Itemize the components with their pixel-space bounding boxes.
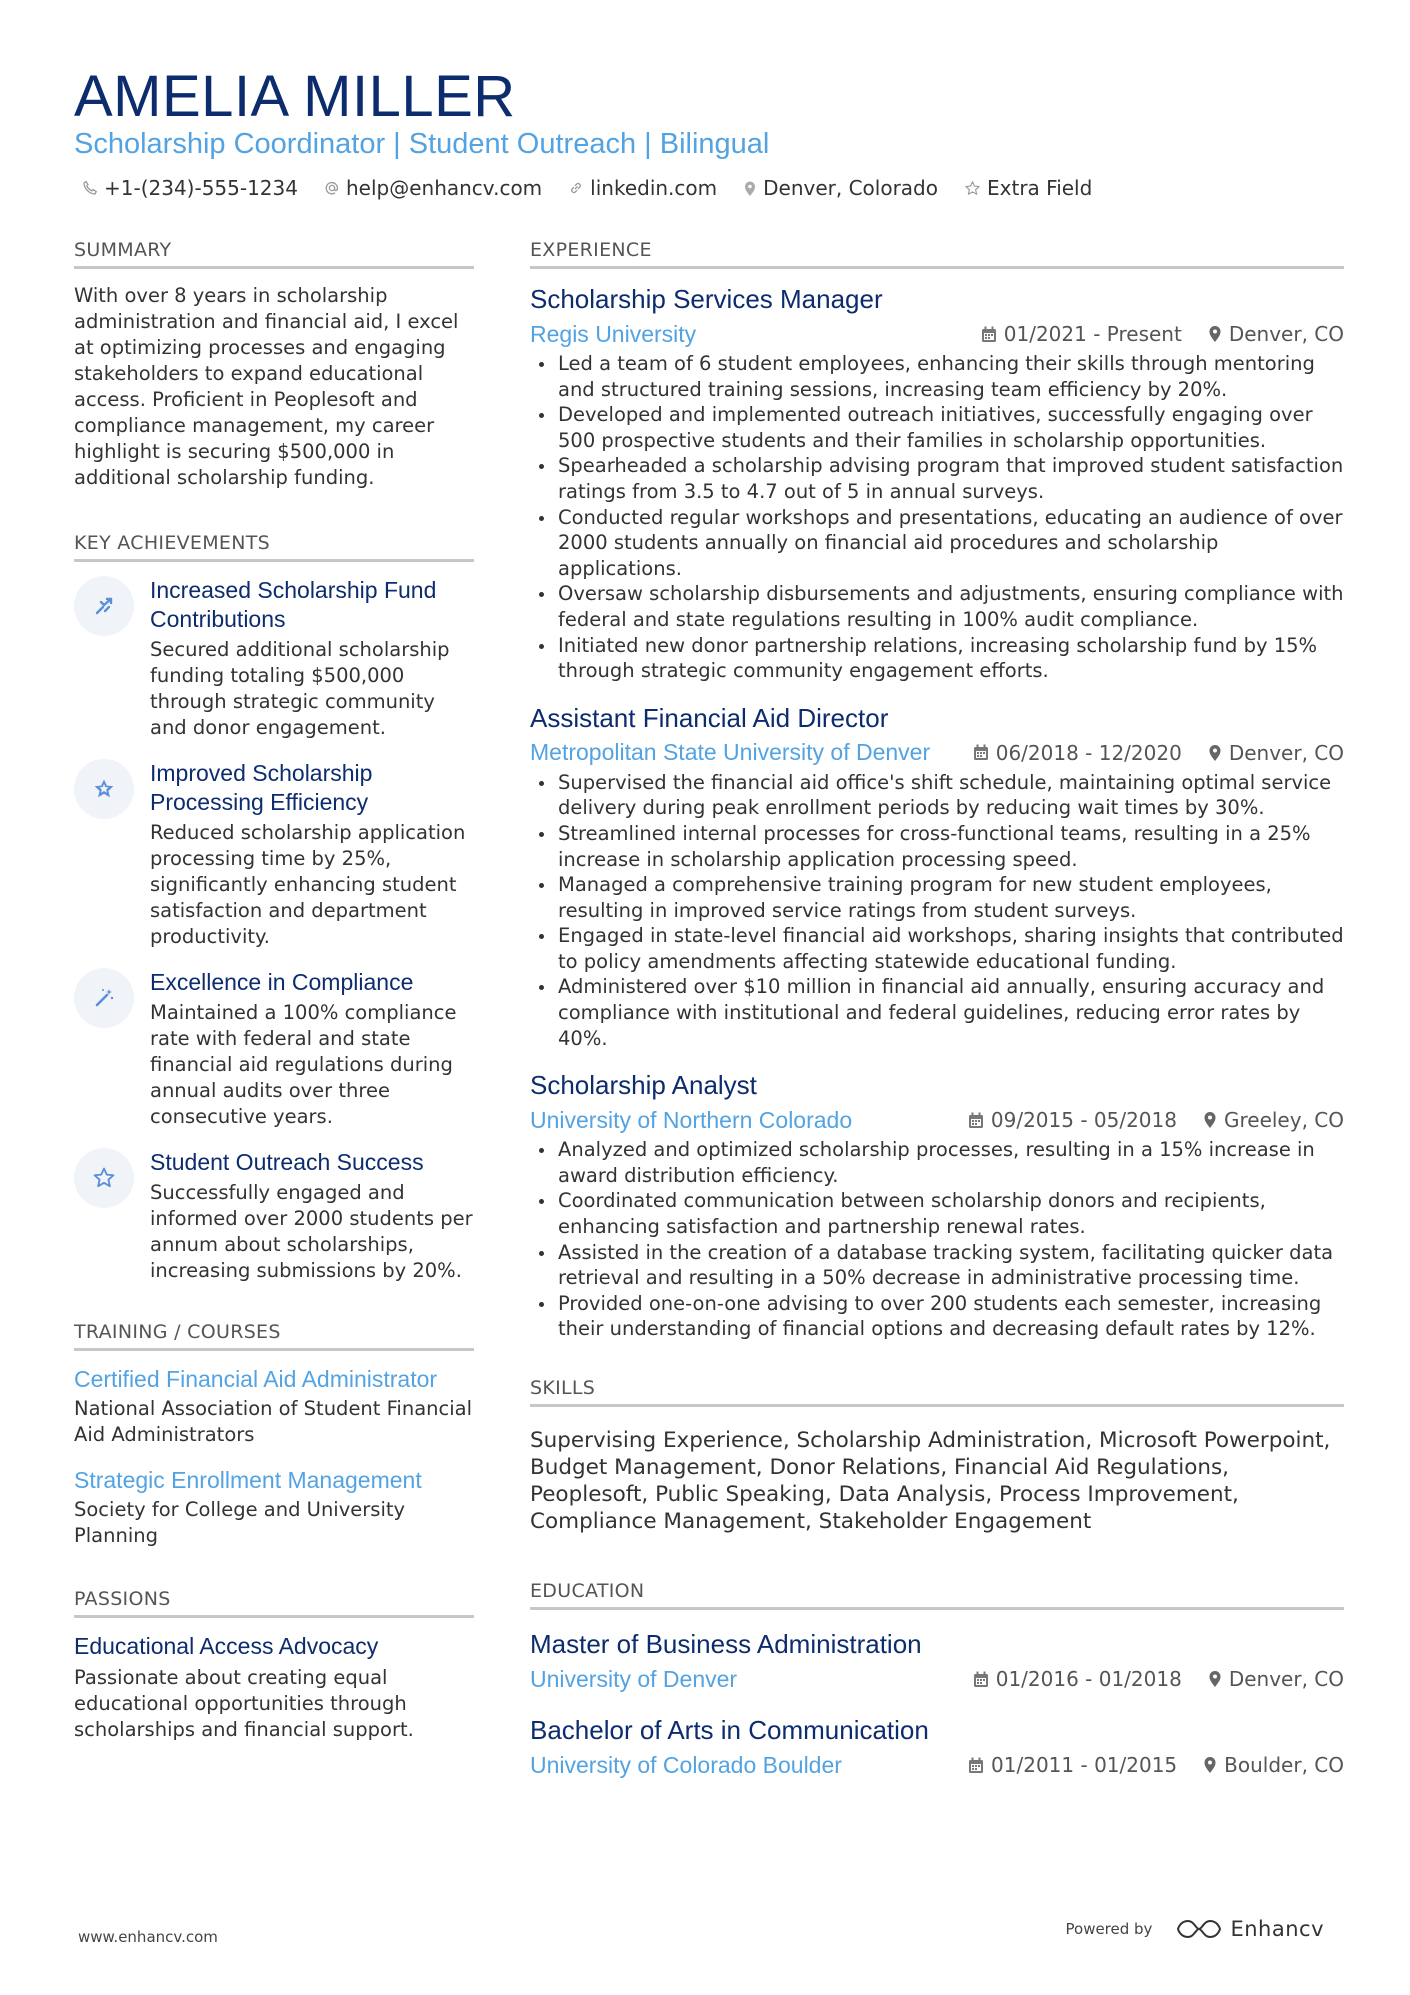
education-info <box>968 1753 1344 1777</box>
achievement-title: Excellence in Compliance <box>150 969 414 995</box>
job-bullet: Managed a comprehensive training program for new student employees, resulting in improved service ratings from student surveys. <box>530 872 1344 923</box>
contact-extra <box>964 176 1092 200</box>
job-bullet: Assisted in the creation of a database tracking system, facilitating quicker data retrieval and resulting in a 50% decrease in administrative processing time. <box>530 1240 1344 1291</box>
section-title-education: EDUCATION <box>530 1579 1344 1610</box>
job-dates: 01/2021 - Present <box>1003 322 1182 346</box>
location-icon <box>1208 325 1222 343</box>
section-title-training: TRAINING / COURSES <box>74 1320 474 1351</box>
course-item <box>74 1365 474 1448</box>
job-bullet: Streamlined internal processes for cross-functional teams, resulting in a 25% increase in scholarship application processing speed. <box>530 821 1344 872</box>
contact-linkedin[interactable] <box>568 176 717 200</box>
education-school: University of Denver <box>530 1665 738 1692</box>
job-entry <box>530 1069 1344 1342</box>
job-info <box>968 1108 1344 1132</box>
section-title-passions: PASSIONS <box>74 1587 474 1618</box>
job-meta <box>530 1105 1344 1135</box>
passion-title: Educational Access Advocacy <box>74 1633 379 1659</box>
job-company: University of Northern Colorado <box>530 1106 853 1133</box>
summary-section <box>74 238 474 491</box>
contact-location <box>743 176 938 200</box>
achievement-item <box>74 1148 474 1284</box>
star-icon <box>964 180 981 197</box>
job-company: Metropolitan State University of Denver <box>530 739 931 766</box>
location-icon <box>1208 1670 1222 1688</box>
job-bullet: Coordinated communication between scholarship donors and recipients, enhancing satisfaction and partnership renewal rates. <box>530 1188 1344 1239</box>
enhancv-logo-icon <box>1176 1917 1222 1941</box>
skills-text: Supervising Experience, Scholarship Administration, Microsoft Powerpoint, Budget Management, Donor Relations, Financial Aid Regulations, Peoplesoft, Public Speaking, Data Analysis, Process Improvement, Compliance Management, Stakeholder Engagement <box>530 1428 1331 1534</box>
location-icon <box>1203 1111 1217 1129</box>
contact-phone-text: +1-(234)-555-1234 <box>104 176 298 200</box>
achievement-item <box>74 968 474 1130</box>
calendar-icon <box>973 1671 989 1688</box>
job-title: Scholarship Analyst <box>530 1070 757 1101</box>
job-bullet: Conducted regular workshops and presentations, educating an audience of over 2000 students annually on financial aid procedures and scholarship applications. <box>530 505 1344 582</box>
job-bullet: Administered over $10 million in financial aid annually, ensuring accuracy and compliance with institutional and federal guidelines, reducing error rates by 40%. <box>530 974 1344 1051</box>
job-bullets <box>530 770 1344 1052</box>
experience-section <box>530 238 1344 1342</box>
job-info <box>981 322 1344 346</box>
footer-website[interactable]: www.enhancv.com <box>78 1928 218 1946</box>
job-bullet: Supervised the financial aid office's shift schedule, maintaining optimal service delivery during peak enrollment periods by reducing wait times by 30%. <box>530 770 1344 821</box>
section-title-summary: SUMMARY <box>74 238 474 269</box>
job-bullet: Analyzed and optimized scholarship processes, resulting in a 15% increase in award distribution efficiency. <box>530 1137 1344 1188</box>
course-item <box>74 1466 474 1549</box>
achievement-desc: Successfully engaged and informed over 2000 students per annum about scholarships, increasing submissions by 20%. <box>150 1181 473 1282</box>
course-org: Society for College and University Planning <box>74 1498 406 1547</box>
contact-email-text: help@enhancv.com <box>345 176 543 200</box>
job-bullet: Engaged in state-level financial aid workshops, sharing insights that contributed to policy amendments affecting statewide educational funding. <box>530 923 1344 974</box>
education-school: University of Colorado Boulder <box>530 1751 842 1778</box>
education-meta <box>530 1664 1344 1694</box>
job-bullets <box>530 1137 1344 1342</box>
job-bullet: Spearheaded a scholarship advising program that improved student satisfaction ratings from 3.5 to 4.7 out of 5 in annual surveys. <box>530 453 1344 504</box>
job-bullet: Initiated new donor partnership relations, increasing scholarship fund by 15% through strategic community engagement efforts. <box>530 633 1344 684</box>
job-entry <box>530 283 1344 684</box>
achievement-item <box>74 759 474 950</box>
brand-name: Enhancv <box>1230 1917 1324 1941</box>
education-entry <box>530 1628 1344 1694</box>
summary-text: With over 8 years in scholarship administration and financial aid, I excel at optimizing processes and engaging stakeholders to expand educational access. Proficient in Peoplesoft and compliance management, my career highlight is securing $500,000 in additional scholarship funding. <box>74 284 459 489</box>
calendar-icon <box>968 1112 984 1129</box>
section-title-achievements: KEY ACHIEVEMENTS <box>74 531 474 562</box>
job-bullets <box>530 351 1344 684</box>
education-info <box>973 1667 1344 1691</box>
star-badge-icon <box>74 759 134 819</box>
job-dates: 06/2018 - 12/2020 <box>995 740 1182 765</box>
link-icon <box>568 180 584 196</box>
candidate-name: AMELIA MILLER <box>74 64 516 129</box>
job-entry <box>530 702 1344 1052</box>
education-dates: 01/2011 - 01/2015 <box>991 1753 1178 1777</box>
job-bullet: Provided one-on-one advising to over 200 students each semester, increasing their understanding of financial options and decreasing default rates by 12%. <box>530 1291 1344 1342</box>
passion-desc: Passionate about creating equal educational opportunities through scholarships and financial support. <box>74 1666 414 1741</box>
contact-bar <box>82 176 1118 200</box>
achievements-section <box>74 531 474 1284</box>
location-icon <box>743 180 757 197</box>
job-meta <box>530 738 1344 768</box>
education-degree: Master of Business Administration <box>530 1629 922 1659</box>
achievement-title: Increased Scholarship Fund Contributions <box>150 577 437 632</box>
growth-arrow-icon <box>74 576 134 636</box>
job-location: Greeley, CO <box>1223 1108 1344 1133</box>
job-bullet: Developed and implemented outreach initiatives, successfully engaging over 500 prospective students and their families in scholarship opportunities. <box>530 402 1344 453</box>
course-title: Certified Financial Aid Administrator <box>74 1366 438 1392</box>
job-title: Scholarship Services Manager <box>530 284 883 314</box>
phone-icon <box>82 180 98 196</box>
magic-wand-icon <box>74 968 134 1028</box>
job-title: Assistant Financial Aid Director <box>530 702 889 733</box>
education-entry <box>530 1714 1344 1780</box>
passion-item <box>74 1632 474 1743</box>
skills-section <box>530 1376 1344 1535</box>
course-title: Strategic Enrollment Management <box>74 1467 422 1493</box>
location-icon <box>1203 1756 1217 1774</box>
calendar-icon <box>973 744 989 761</box>
right-column <box>530 238 1344 1800</box>
candidate-headline: Scholarship Coordinator | Student Outreach | Bilingual <box>74 128 770 160</box>
training-section <box>74 1320 474 1549</box>
education-section <box>530 1579 1344 1780</box>
job-location: Denver, CO <box>1228 322 1344 346</box>
contact-location-text: Denver, Colorado <box>763 176 938 200</box>
achievement-title: Student Outreach Success <box>150 1149 424 1175</box>
job-location: Denver, CO <box>1228 740 1344 765</box>
section-title-skills: SKILLS <box>530 1376 1344 1407</box>
achievement-desc: Maintained a 100% compliance rate with federal and state financial aid regulations during annual audits over three consecutive years. <box>150 1001 457 1128</box>
job-bullet: Oversaw scholarship disbursements and adjustments, ensuring compliance with federal and state regulations resulting in 100% audit compliance. <box>530 581 1344 632</box>
achievement-desc: Secured additional scholarship funding totaling $500,000 through strategic community and donor engagement. <box>150 638 450 739</box>
contact-extra-text: Extra Field <box>987 176 1093 200</box>
achievement-item <box>74 576 474 741</box>
job-dates: 09/2015 - 05/2018 <box>990 1108 1177 1133</box>
star-outline-icon <box>74 1148 134 1208</box>
course-org: National Association of Student Financial Aid Administrators <box>74 1397 473 1446</box>
calendar-icon <box>968 1757 984 1774</box>
passions-section <box>74 1587 474 1743</box>
job-company: Regis University <box>530 320 697 347</box>
contact-phone[interactable] <box>82 176 298 200</box>
education-location: Boulder, CO <box>1224 1753 1344 1777</box>
location-icon <box>1208 744 1222 762</box>
job-info <box>973 741 1344 765</box>
achievement-desc: Reduced scholarship application processing time by 25%, significantly enhancing student satisfaction and department productivity. <box>150 821 466 948</box>
contact-email[interactable] <box>324 176 542 200</box>
powered-by-label: Powered by <box>1065 1920 1153 1938</box>
section-title-experience: EXPERIENCE <box>530 238 1344 269</box>
education-dates: 01/2016 - 01/2018 <box>995 1667 1182 1691</box>
education-degree: Bachelor of Arts in Communication <box>530 1715 929 1745</box>
calendar-icon <box>981 326 997 343</box>
contact-linkedin-text: linkedin.com <box>590 176 718 200</box>
footer-branding <box>1066 1917 1325 1941</box>
achievement-title: Improved Scholarship Processing Efficiency <box>150 760 373 815</box>
left-column <box>74 238 474 1743</box>
job-bullet: Led a team of 6 student employees, enhancing their skills through mentoring and structured training sessions, increasing team efficiency by 20%. <box>530 351 1344 402</box>
education-location: Denver, CO <box>1228 1667 1344 1691</box>
at-icon <box>324 180 340 196</box>
job-meta <box>530 319 1344 349</box>
education-meta <box>530 1750 1344 1780</box>
